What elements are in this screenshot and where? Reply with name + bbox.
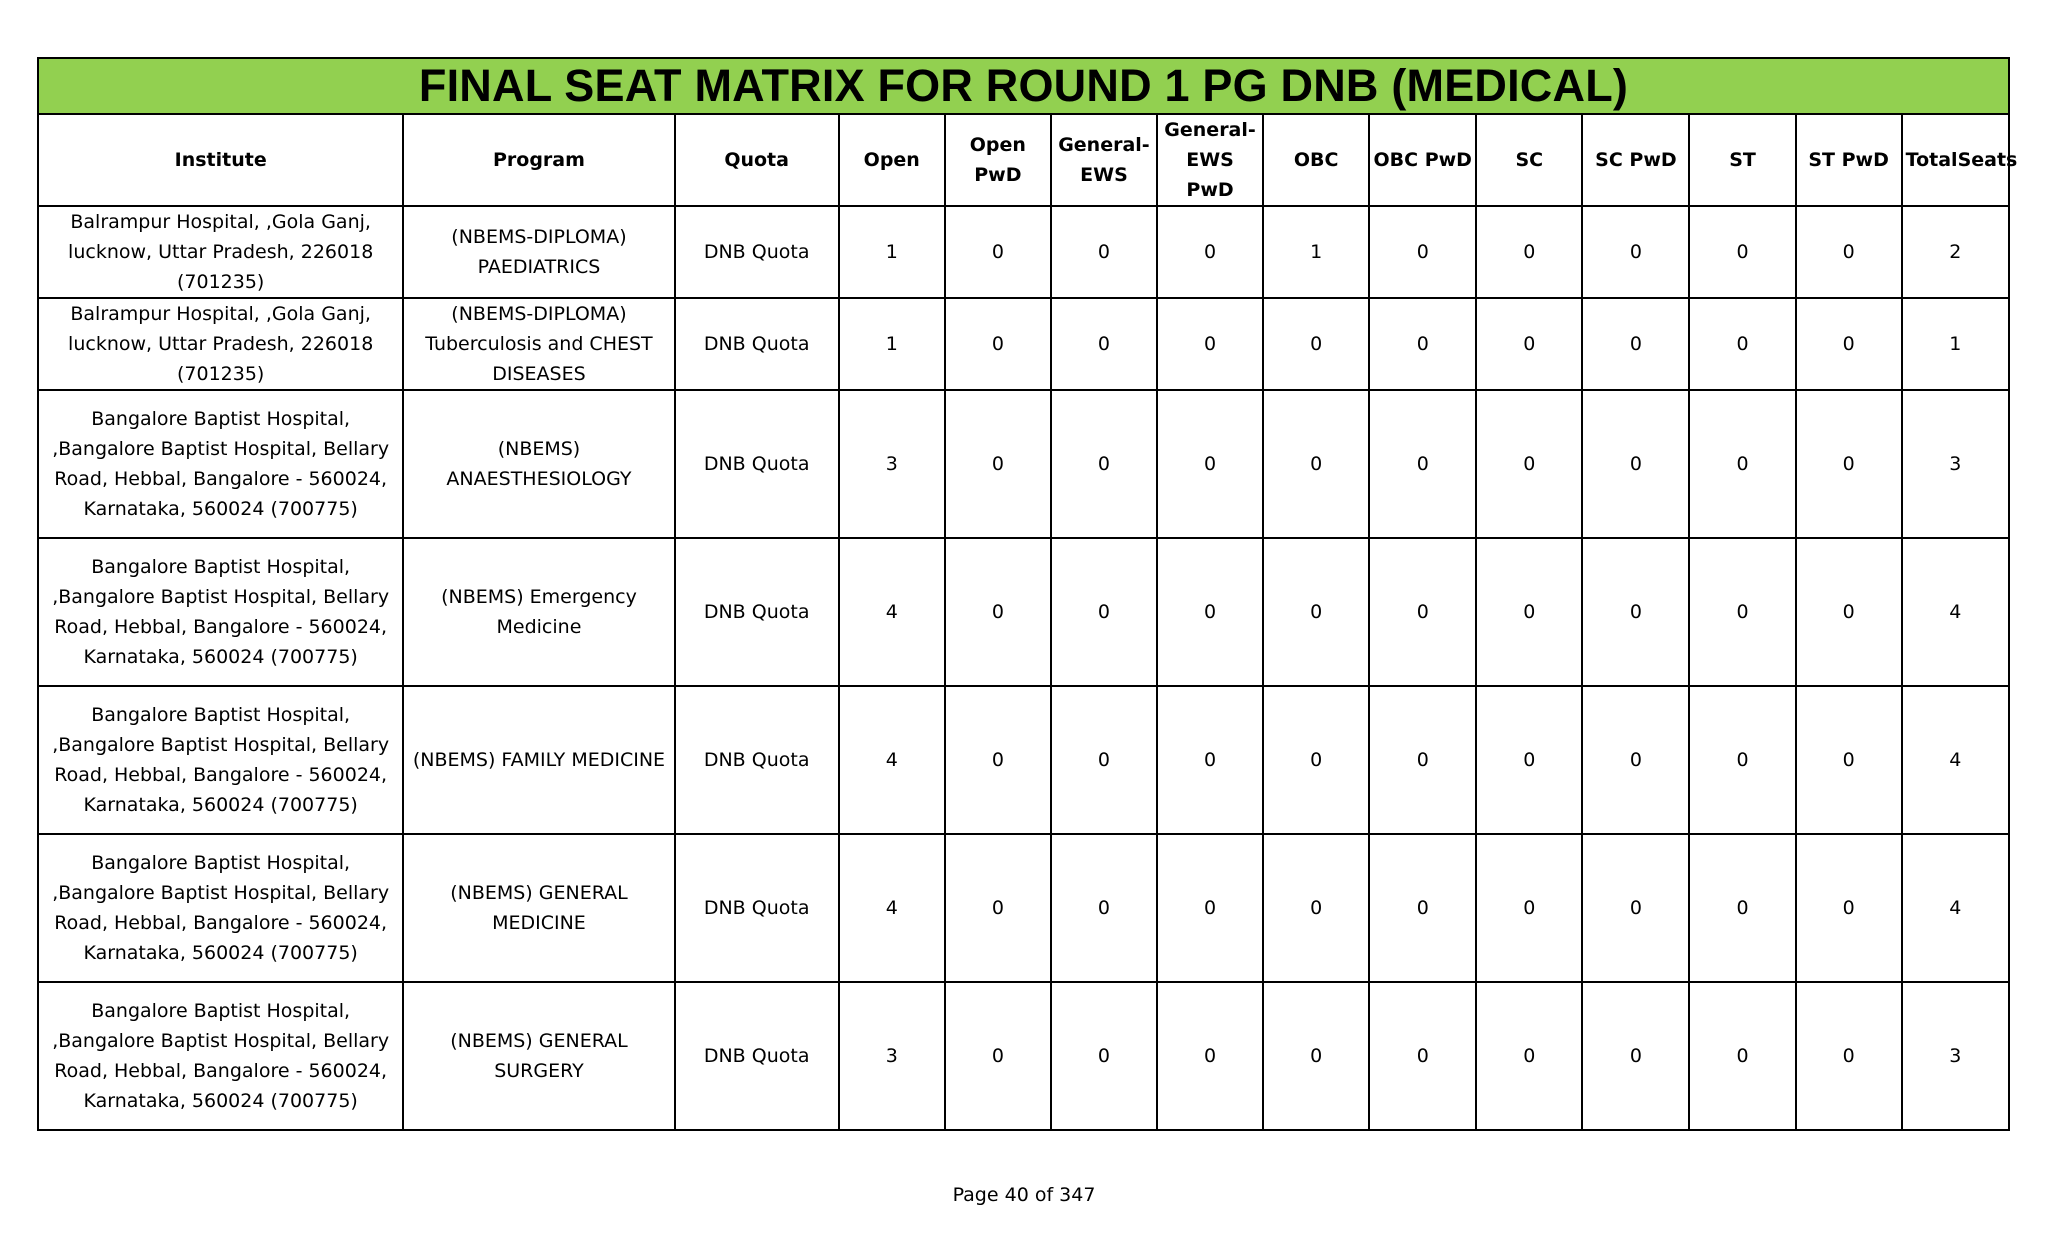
cell-obc: 0 bbox=[1263, 390, 1369, 538]
header-general-ews: General-EWS bbox=[1051, 114, 1157, 206]
cell-general-ews-pwd: 0 bbox=[1157, 390, 1263, 538]
cell-sc-pwd: 0 bbox=[1582, 206, 1689, 298]
cell-st: 0 bbox=[1689, 538, 1795, 686]
header-institute: Institute bbox=[38, 114, 403, 206]
header-sc: SC bbox=[1476, 114, 1582, 206]
table-row bbox=[38, 982, 2009, 1130]
cell-institute: Balrampur Hospital, ,Gola Ganj, lucknow, Uttar Pradesh, 226018 (701235) bbox=[38, 206, 403, 298]
cell-program: (NBEMS) GENERAL MEDICINE bbox=[403, 834, 674, 982]
cell-quota: DNB Quota bbox=[675, 686, 839, 834]
header-row bbox=[38, 114, 2009, 206]
cell-general-ews-pwd: 0 bbox=[1157, 538, 1263, 686]
cell-general-ews: 0 bbox=[1051, 834, 1157, 982]
header-total-seats: TotalSeats bbox=[1902, 114, 2009, 206]
cell-program: (NBEMS) ANAESTHESIOLOGY bbox=[403, 390, 674, 538]
cell-obc-pwd: 0 bbox=[1369, 686, 1476, 834]
cell-quota: DNB Quota bbox=[675, 390, 839, 538]
cell-sc: 0 bbox=[1476, 538, 1582, 686]
cell-open: 4 bbox=[839, 538, 945, 686]
cell-obc-pwd: 0 bbox=[1369, 834, 1476, 982]
header-obc-pwd: OBC PwD bbox=[1369, 114, 1476, 206]
cell-institute: Bangalore Baptist Hospital, ,Bangalore Baptist Hospital, Bellary Road, Hebbal, Bangalore - 560024, Karnataka, 560024 (700775) bbox=[38, 686, 403, 834]
table-row bbox=[38, 298, 2009, 390]
cell-st-pwd: 0 bbox=[1796, 298, 1902, 390]
cell-total-seats: 4 bbox=[1902, 686, 2009, 834]
cell-obc-pwd: 0 bbox=[1369, 538, 1476, 686]
cell-obc: 0 bbox=[1263, 686, 1369, 834]
header-sc-pwd: SC PwD bbox=[1582, 114, 1689, 206]
cell-quota: DNB Quota bbox=[675, 834, 839, 982]
cell-institute: Balrampur Hospital, ,Gola Ganj, lucknow, Uttar Pradesh, 226018 (701235) bbox=[38, 298, 403, 390]
cell-obc-pwd: 0 bbox=[1369, 298, 1476, 390]
cell-total-seats: 3 bbox=[1902, 982, 2009, 1130]
cell-obc-pwd: 0 bbox=[1369, 390, 1476, 538]
cell-general-ews-pwd: 0 bbox=[1157, 206, 1263, 298]
cell-total-seats: 2 bbox=[1902, 206, 2009, 298]
cell-st-pwd: 0 bbox=[1796, 686, 1902, 834]
cell-institute: Bangalore Baptist Hospital, ,Bangalore Baptist Hospital, Bellary Road, Hebbal, Bangalore - 560024, Karnataka, 560024 (700775) bbox=[38, 834, 403, 982]
header-quota: Quota bbox=[675, 114, 839, 206]
cell-sc-pwd: 0 bbox=[1582, 982, 1689, 1130]
cell-sc-pwd: 0 bbox=[1582, 834, 1689, 982]
cell-sc: 0 bbox=[1476, 686, 1582, 834]
table-row bbox=[38, 834, 2009, 982]
cell-obc: 0 bbox=[1263, 982, 1369, 1130]
cell-institute: Bangalore Baptist Hospital, ,Bangalore Baptist Hospital, Bellary Road, Hebbal, Bangalore - 560024, Karnataka, 560024 (700775) bbox=[38, 538, 403, 686]
cell-sc: 0 bbox=[1476, 206, 1582, 298]
cell-general-ews: 0 bbox=[1051, 982, 1157, 1130]
cell-quota: DNB Quota bbox=[675, 538, 839, 686]
cell-total-seats: 3 bbox=[1902, 390, 2009, 538]
cell-st-pwd: 0 bbox=[1796, 206, 1902, 298]
cell-program: (NBEMS-DIPLOMA) PAEDIATRICS bbox=[403, 206, 674, 298]
header-open: Open bbox=[839, 114, 945, 206]
cell-open: 1 bbox=[839, 298, 945, 390]
cell-quota: DNB Quota bbox=[675, 206, 839, 298]
cell-st: 0 bbox=[1689, 834, 1795, 982]
header-program: Program bbox=[403, 114, 674, 206]
cell-open: 1 bbox=[839, 206, 945, 298]
cell-open-pwd: 0 bbox=[945, 834, 1051, 982]
cell-sc-pwd: 0 bbox=[1582, 298, 1689, 390]
table-row bbox=[38, 538, 2009, 686]
header-open-pwd: Open PwD bbox=[945, 114, 1051, 206]
cell-institute: Bangalore Baptist Hospital, ,Bangalore Baptist Hospital, Bellary Road, Hebbal, Bangalore - 560024, Karnataka, 560024 (700775) bbox=[38, 390, 403, 538]
cell-st-pwd: 0 bbox=[1796, 982, 1902, 1130]
cell-sc: 0 bbox=[1476, 390, 1582, 538]
cell-sc-pwd: 0 bbox=[1582, 686, 1689, 834]
cell-program: (NBEMS) FAMILY MEDICINE bbox=[403, 686, 674, 834]
seat-matrix-table bbox=[37, 57, 2018, 1131]
cell-program: (NBEMS) Emergency Medicine bbox=[403, 538, 674, 686]
table-row bbox=[38, 686, 2009, 834]
cell-total-seats: 4 bbox=[1902, 538, 2009, 686]
cell-quota: DNB Quota bbox=[675, 298, 839, 390]
cell-general-ews-pwd: 0 bbox=[1157, 834, 1263, 982]
cell-obc-pwd: 0 bbox=[1369, 206, 1476, 298]
cell-sc: 0 bbox=[1476, 834, 1582, 982]
seat-matrix-sheet bbox=[37, 57, 2018, 1131]
cell-open-pwd: 0 bbox=[945, 206, 1051, 298]
cell-obc-pwd: 0 bbox=[1369, 982, 1476, 1130]
cell-general-ews: 0 bbox=[1051, 390, 1157, 538]
cell-general-ews-pwd: 0 bbox=[1157, 298, 1263, 390]
cell-open-pwd: 0 bbox=[945, 982, 1051, 1130]
cell-program: (NBEMS-DIPLOMA) Tuberculosis and CHEST DISEASES bbox=[403, 298, 674, 390]
cell-general-ews: 0 bbox=[1051, 206, 1157, 298]
cell-st: 0 bbox=[1689, 686, 1795, 834]
header-general-ews-pwd: General-EWS PwD bbox=[1157, 114, 1263, 206]
table-row bbox=[38, 206, 2009, 298]
cell-general-ews: 0 bbox=[1051, 298, 1157, 390]
cell-open-pwd: 0 bbox=[945, 538, 1051, 686]
cell-st: 0 bbox=[1689, 390, 1795, 538]
cell-obc: 0 bbox=[1263, 834, 1369, 982]
header-st: ST bbox=[1689, 114, 1795, 206]
cell-obc: 0 bbox=[1263, 298, 1369, 390]
header-obc: OBC bbox=[1263, 114, 1369, 206]
cell-open: 4 bbox=[839, 834, 945, 982]
cell-st-pwd: 0 bbox=[1796, 834, 1902, 982]
cell-sc-pwd: 0 bbox=[1582, 538, 1689, 686]
table-row bbox=[38, 390, 2009, 538]
cell-sc: 0 bbox=[1476, 298, 1582, 390]
table-title-cell bbox=[38, 58, 2009, 114]
cell-general-ews: 0 bbox=[1051, 538, 1157, 686]
cell-st-pwd: 0 bbox=[1796, 538, 1902, 686]
cell-quota: DNB Quota bbox=[675, 982, 839, 1130]
cell-institute: Bangalore Baptist Hospital, ,Bangalore Baptist Hospital, Bellary Road, Hebbal, Bangalore - 560024, Karnataka, 560024 (700775) bbox=[38, 982, 403, 1130]
cell-open: 3 bbox=[839, 982, 945, 1130]
page-number: Page 40 of 347 bbox=[952, 1184, 1096, 1206]
cell-obc: 0 bbox=[1263, 538, 1369, 686]
cell-program: (NBEMS) GENERAL SURGERY bbox=[403, 982, 674, 1130]
header-st-pwd: ST PwD bbox=[1796, 114, 1902, 206]
table-title: FINAL SEAT MATRIX FOR ROUND 1 PG DNB (MEDICAL) bbox=[418, 60, 1629, 111]
cell-st: 0 bbox=[1689, 982, 1795, 1130]
cell-open-pwd: 0 bbox=[945, 390, 1051, 538]
cell-open: 4 bbox=[839, 686, 945, 834]
cell-total-seats: 1 bbox=[1902, 298, 2009, 390]
cell-open-pwd: 0 bbox=[945, 298, 1051, 390]
cell-sc: 0 bbox=[1476, 982, 1582, 1130]
cell-sc-pwd: 0 bbox=[1582, 390, 1689, 538]
cell-general-ews-pwd: 0 bbox=[1157, 686, 1263, 834]
cell-open-pwd: 0 bbox=[945, 686, 1051, 834]
cell-open: 3 bbox=[839, 390, 945, 538]
cell-st-pwd: 0 bbox=[1796, 390, 1902, 538]
cell-general-ews-pwd: 0 bbox=[1157, 982, 1263, 1130]
cell-st: 0 bbox=[1689, 298, 1795, 390]
cell-general-ews: 0 bbox=[1051, 686, 1157, 834]
cell-st: 0 bbox=[1689, 206, 1795, 298]
cell-obc: 1 bbox=[1263, 206, 1369, 298]
cell-total-seats: 4 bbox=[1902, 834, 2009, 982]
